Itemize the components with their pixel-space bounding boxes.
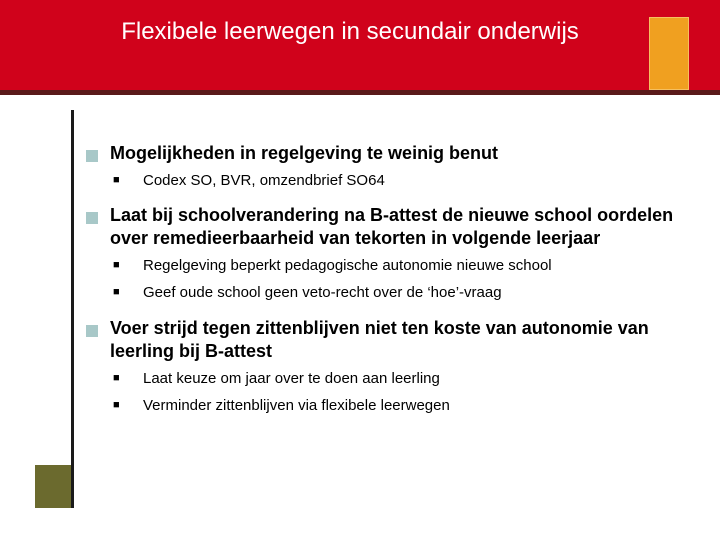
- sub-bullet-item: [110, 279, 696, 306]
- square-bullet-icon: [86, 325, 98, 337]
- bullet-text: Laat bij schoolverandering na B-attest de nieuwe school oordelen over remedieerbaarheid van tekorten in volgende leerjaar: [110, 205, 674, 248]
- bullet-text: Mogelijkheden in regelgeving te weinig benut: [110, 143, 499, 163]
- small-square-bullet-icon: ■: [113, 372, 120, 384]
- bullet-text: Voer strijd tegen zittenblijven niet ten koste van autonomie van leerling bij B-attest: [110, 318, 649, 361]
- decorative-corner-block: [35, 465, 71, 508]
- square-bullet-icon: [86, 212, 98, 224]
- small-square-bullet-icon: ■: [113, 399, 120, 411]
- slide-title: Flexibele leerwegen in secundair onderwijs: [121, 18, 579, 45]
- left-vertical-rule: [71, 110, 74, 508]
- sub-bullet-text: Codex SO, BVR, omzendbrief SO64: [143, 172, 385, 189]
- sub-bullet-text: Geef oude school geen veto-recht over de ‘hoe’-vraag: [143, 284, 502, 301]
- sub-bullet-text: Verminder zittenblijven via flexibele leerwegen: [143, 397, 450, 414]
- bullet-item: [86, 142, 696, 194]
- sub-bullet-text: Laat keuze om jaar over te doen aan leerling: [143, 370, 440, 387]
- sub-bullet-item: [110, 365, 696, 392]
- small-square-bullet-icon: ■: [113, 174, 120, 186]
- square-bullet-icon: [86, 150, 98, 162]
- small-square-bullet-icon: ■: [113, 259, 120, 271]
- sub-bullet-list: [110, 167, 696, 194]
- sub-bullet-text: Regelgeving beperkt pedagogische autonomie nieuwe school: [143, 257, 552, 274]
- sub-bullet-item: [110, 167, 696, 194]
- sub-bullet-item: [110, 252, 696, 279]
- title-underline: [0, 90, 720, 95]
- bullet-item: [86, 317, 696, 419]
- sub-bullet-list: [110, 252, 696, 306]
- sub-bullet-list: [110, 365, 696, 419]
- decorative-accent-box: [649, 17, 689, 90]
- bullet-list: [86, 142, 696, 419]
- bullet-item: [86, 204, 696, 306]
- sub-bullet-item: [110, 392, 696, 419]
- small-square-bullet-icon: ■: [113, 286, 120, 298]
